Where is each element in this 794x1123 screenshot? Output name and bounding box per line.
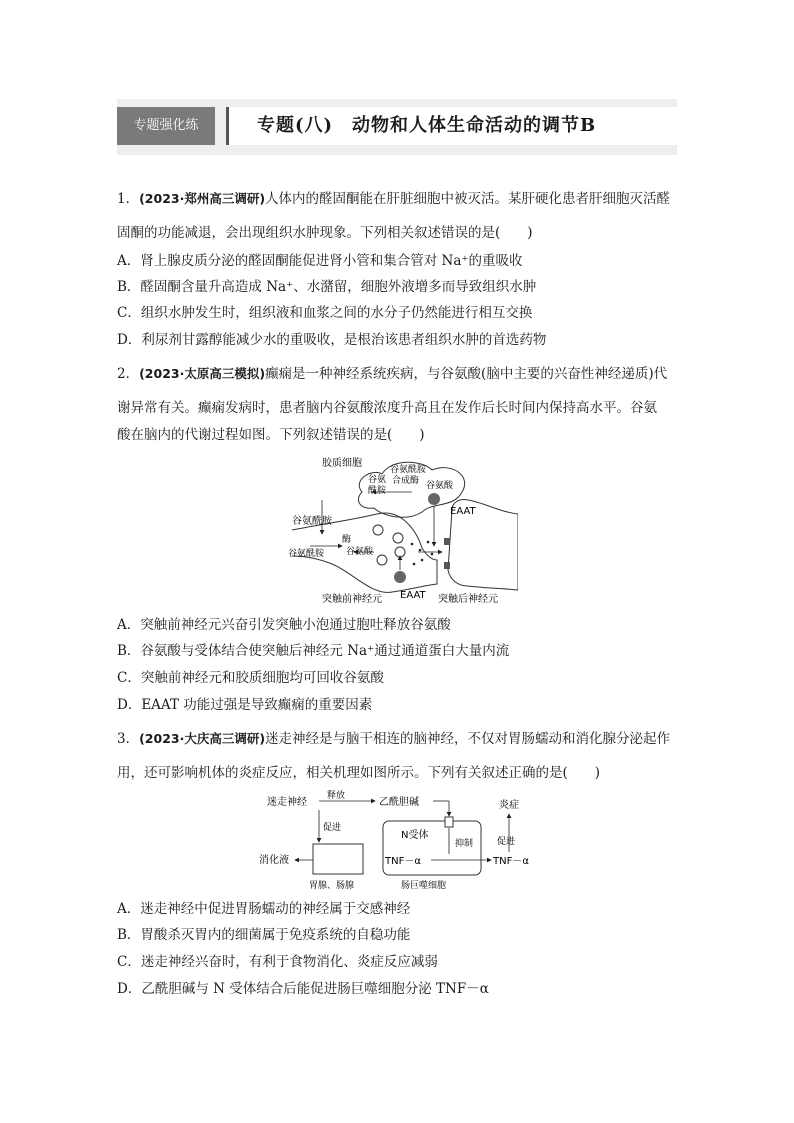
question-3-stem — [117, 728, 679, 750]
label-postsynaptic: 突触后神经元 — [438, 594, 498, 605]
question-2-stem-line2: 谢异常有关。癫痫发病时，患者脑内谷氨酸浓度升高且在发作后长时间内保持高水平。谷氨 — [117, 400, 657, 416]
vagus-mechanism-diagram — [255, 788, 545, 894]
question-number: 3． — [117, 731, 140, 747]
label-glu-pre: 谷氨酸 — [346, 547, 374, 557]
synaptic-vesicle — [393, 533, 403, 543]
label-gln-left: 谷氨酰胺 — [292, 516, 332, 527]
q2-option-c: C．突触前神经元和胶质细胞均可回收谷氨酸 — [117, 670, 384, 686]
label-glia: 胶质细胞 — [322, 458, 362, 469]
question-number: 2． — [117, 366, 140, 382]
label-tnf-outside: TNF－α — [493, 856, 529, 867]
question-2-stem-line3: 酸在脑内的代谢过程如图。下列叙述错误的是( ) — [117, 427, 425, 443]
q1-option-b: B．醛固酮含量升高造成 Na⁺、水潴留，细胞外液增多而导致组织水肿 — [117, 279, 537, 295]
q1-option-d: D．利尿剂甘露醇能减少水的重吸收，是根治该患者组织水肿的首选药物 — [117, 332, 547, 348]
label-enzyme: 谷氨酰胺 — [390, 465, 427, 475]
label-n-receptor: N受体 — [401, 830, 429, 841]
label-digestive-fluid: 消化液 — [259, 855, 289, 866]
label-inflammation: 炎症 — [499, 800, 519, 811]
gland-box — [313, 844, 363, 874]
question-source: (2023·太原高三模拟) — [139, 366, 266, 381]
question-1-stem-line2: 固酮的功能减退，会出现组织水肿现象。下列相关叙述错误的是( ) — [117, 225, 533, 241]
q1-option-c: C．组织水肿发生时，组织液和血浆之间的水分子仍然能进行相互交换 — [117, 305, 533, 321]
label-ach: 乙酰胆碱 — [379, 797, 419, 808]
q3-option-c: C．迷走神经兴奋时，有利于食物消化、炎症反应减弱 — [117, 954, 438, 970]
label-macrophage: 肠巨噬细胞 — [401, 881, 447, 891]
stem-text: 癫痫是一种神经系统疾病，与谷氨酸(脑中主要的兴奋性神经递质)代 — [265, 366, 668, 382]
label-promote: 促进 — [323, 823, 342, 833]
section-tag: 专题强化练 — [117, 107, 215, 145]
page-title: 专题(八) 动物和人体生命活动的调节B — [257, 115, 597, 136]
synaptic-vesicle — [373, 525, 383, 535]
label-inhibit: 抑制 — [455, 839, 474, 849]
q3-option-b: B．胃酸杀灭胃内的细菌属于免疫系统的自稳功能 — [117, 927, 411, 943]
eaat-transporter-bottom — [394, 571, 406, 583]
synaptic-vesicle — [377, 555, 387, 565]
label-eaat-bottom: EAAT — [400, 590, 426, 601]
q3-option-d: D．乙酰胆碱与 N 受体结合后能促进肠巨噬细胞分泌 TNF－α — [117, 981, 489, 997]
receptor — [444, 538, 450, 545]
eaat-transporter-top — [428, 493, 440, 505]
label-tnf-inside: TNF－α — [385, 856, 421, 867]
q2-option-a: A．突触前神经元兴奋引发突触小泡通过胞吐释放谷氨酸 — [117, 617, 451, 633]
section-header — [117, 99, 677, 155]
label-enzyme: 合成酶 — [392, 476, 420, 486]
question-number: 1． — [117, 191, 140, 207]
label-glu-glia: 谷氨酸 — [426, 481, 454, 491]
label-gln-inner: 谷氨 — [368, 475, 387, 485]
receptor — [444, 562, 450, 569]
q3-option-a: A．迷走神经中促进胃肠蠕动的神经属于交感神经 — [117, 901, 411, 917]
label-promote: 促进 — [497, 837, 516, 847]
question-2-stem — [117, 363, 679, 385]
label-enzyme-pre: 酶 — [342, 535, 352, 545]
label-gln-pre: 谷氨酰胺 — [288, 549, 325, 559]
label-presynaptic: 突触前神经元 — [322, 594, 382, 605]
question-source: (2023·大庆高三调研) — [139, 731, 266, 746]
q1-option-a: A．肾上腺皮质分泌的醛固酮能促进肾小管和集合管对 Na⁺的重吸收 — [117, 253, 523, 269]
label-eaat-top: EAAT — [450, 506, 476, 517]
label-vagus: 迷走神经 — [267, 797, 307, 808]
q2-option-d: D．EAAT 功能过强是导致癫痫的重要因素 — [117, 697, 373, 713]
label-gln-inner: 酰胺 — [368, 486, 387, 496]
stem-text: 人体内的醛固酮能在肝脏细胞中被灭活。某肝硬化患者肝细胞灭活醛 — [265, 191, 671, 207]
q2-option-b: B．谷氨酸与受体结合使突触后神经元 Na⁺通过通道蛋白大量内流 — [117, 643, 510, 659]
question-3-stem-line2: 用，还可影响机体的炎症反应，相关机理如图所示。下列有关叙述正确的是( ) — [117, 765, 601, 781]
n-receptor-mark — [445, 817, 453, 827]
question-source: (2023·郑州高三调研) — [139, 191, 266, 206]
label-glands: 胃腺、肠腺 — [309, 881, 355, 891]
synaptic-vesicle — [395, 547, 405, 557]
question-1-stem — [117, 188, 679, 210]
label-release: 释放 — [327, 791, 346, 801]
glutamate-diagram — [282, 452, 518, 607]
stem-text: 迷走神经是与脑干相连的脑神经，不仅对胃肠蠕动和消化腺分泌起作 — [265, 731, 671, 747]
